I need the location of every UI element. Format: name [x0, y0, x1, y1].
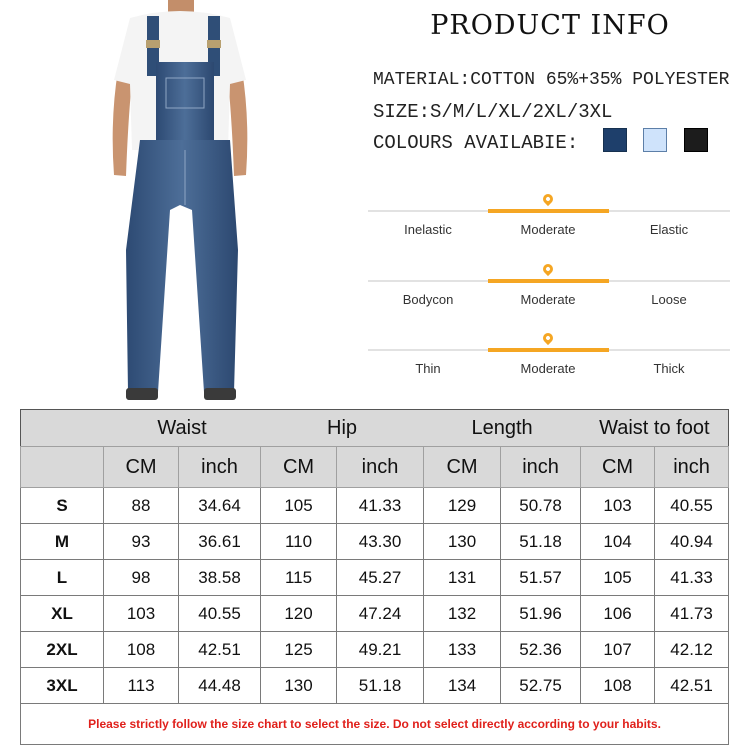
size-label-cell: S — [21, 488, 104, 524]
table-group-header-row — [21, 410, 729, 447]
measurement-cell: 130 — [424, 524, 501, 560]
measurement-cell: 45.27 — [337, 560, 424, 596]
unit-header: CM — [581, 447, 655, 488]
measurement-cell: 130 — [261, 668, 337, 704]
measurement-cell: 52.75 — [501, 668, 581, 704]
measurement-cell: 43.30 — [337, 524, 424, 560]
measurement-cell: 51.18 — [501, 524, 581, 560]
product-info-title: PRODUCT INFO — [430, 10, 670, 41]
measurement-cell: 132 — [424, 596, 501, 632]
unit-header: inch — [179, 447, 261, 488]
thickness-scale — [368, 339, 730, 376]
group-header-waist-to-foot: Waist to foot — [581, 410, 729, 447]
measurement-cell: 107 — [581, 632, 655, 668]
measurement-cell: 108 — [581, 668, 655, 704]
overalls-photo-illustration — [100, 0, 260, 402]
location-pin-icon — [541, 262, 555, 276]
group-header-hip: Hip — [261, 410, 424, 447]
measurement-cell: 40.55 — [655, 488, 729, 524]
scale-active-segment — [488, 279, 609, 283]
table-row — [21, 488, 729, 524]
colour-swatch-black[interactable] — [684, 128, 708, 152]
measurement-cell: 51.57 — [501, 560, 581, 596]
size-text: SIZE:S/M/L/XL/2XL/3XL — [373, 101, 613, 123]
measurement-cell: 105 — [261, 488, 337, 524]
size-label-cell: 2XL — [21, 632, 104, 668]
measurement-cell: 38.58 — [179, 560, 261, 596]
measurement-cell: 108 — [104, 632, 179, 668]
measurement-cell: 93 — [104, 524, 179, 560]
measurement-cell: 41.73 — [655, 596, 729, 632]
measurement-cell: 110 — [261, 524, 337, 560]
measurement-cell: 129 — [424, 488, 501, 524]
size-chart-table — [20, 409, 729, 745]
scale-label-middle: Moderate — [520, 222, 576, 237]
table-unit-header-row — [21, 447, 729, 488]
measurement-cell: 51.18 — [337, 668, 424, 704]
unit-header: inch — [655, 447, 729, 488]
unit-header: CM — [424, 447, 501, 488]
measurement-cell: 40.94 — [655, 524, 729, 560]
scale-label-middle: Moderate — [520, 361, 576, 376]
group-header-length: Length — [424, 410, 581, 447]
table-corner-cell — [21, 447, 104, 488]
size-chart-note: Please strictly follow the size chart to select the size. Do not select directly according to your habits. — [21, 704, 729, 745]
material-text: MATERIAL:COTTON 65%+35% POLYESTER — [373, 70, 730, 90]
measurement-cell: 113 — [104, 668, 179, 704]
unit-header: inch — [501, 447, 581, 488]
measurement-cell: 34.64 — [179, 488, 261, 524]
unit-header: inch — [337, 447, 424, 488]
measurement-cell: 105 — [581, 560, 655, 596]
measurement-cell: 125 — [261, 632, 337, 668]
measurement-cell: 44.48 — [179, 668, 261, 704]
scale-active-segment — [488, 348, 609, 352]
measurement-cell: 49.21 — [337, 632, 424, 668]
measurement-cell: 41.33 — [337, 488, 424, 524]
size-label-cell: L — [21, 560, 104, 596]
measurement-cell: 47.24 — [337, 596, 424, 632]
measurement-cell: 115 — [261, 560, 337, 596]
size-label-cell: XL — [21, 596, 104, 632]
scale-label-right: Elastic — [649, 222, 689, 237]
scale-label-right: Loose — [651, 292, 687, 307]
unit-header: CM — [104, 447, 179, 488]
unit-header: CM — [261, 447, 337, 488]
location-pin-icon — [541, 192, 555, 206]
table-row — [21, 560, 729, 596]
table-row — [21, 596, 729, 632]
measurement-cell: 52.36 — [501, 632, 581, 668]
colour-swatch-light-blue[interactable] — [643, 128, 667, 152]
measurement-cell: 131 — [424, 560, 501, 596]
measurement-cell: 134 — [424, 668, 501, 704]
scale-label-right: Thick — [653, 361, 685, 376]
measurement-cell: 103 — [581, 488, 655, 524]
scale-active-segment — [488, 209, 609, 213]
measurement-cell: 42.12 — [655, 632, 729, 668]
measurement-cell: 120 — [261, 596, 337, 632]
scale-label-left: Inelastic — [404, 222, 452, 237]
measurement-cell: 50.78 — [501, 488, 581, 524]
measurement-cell: 42.51 — [655, 668, 729, 704]
table-row — [21, 524, 729, 560]
measurement-cell: 42.51 — [179, 632, 261, 668]
measurement-cell: 106 — [581, 596, 655, 632]
measurement-cell: 88 — [104, 488, 179, 524]
table-row — [21, 668, 729, 704]
colour-swatch-dark-blue[interactable] — [603, 128, 627, 152]
colours-label: COLOURS AVAILABIE: — [373, 132, 579, 154]
location-pin-icon — [541, 331, 555, 345]
measurement-cell: 103 — [104, 596, 179, 632]
measurement-cell: 133 — [424, 632, 501, 668]
measurement-cell: 40.55 — [179, 596, 261, 632]
scale-label-left: Thin — [415, 361, 441, 376]
elasticity-scale — [368, 200, 730, 237]
measurement-cell: 104 — [581, 524, 655, 560]
measurement-cell: 41.33 — [655, 560, 729, 596]
product-image — [100, 0, 260, 402]
table-row — [21, 632, 729, 668]
measurement-cell: 51.96 — [501, 596, 581, 632]
table-corner-cell — [21, 410, 104, 447]
table-note-row — [21, 704, 729, 745]
scale-label-left: Bodycon — [402, 292, 454, 307]
size-label-cell: M — [21, 524, 104, 560]
scale-label-middle: Moderate — [520, 292, 576, 307]
fit-scale — [368, 270, 730, 307]
measurement-cell: 36.61 — [179, 524, 261, 560]
group-header-waist: Waist — [104, 410, 261, 447]
measurement-cell: 98 — [104, 560, 179, 596]
size-label-cell: 3XL — [21, 668, 104, 704]
